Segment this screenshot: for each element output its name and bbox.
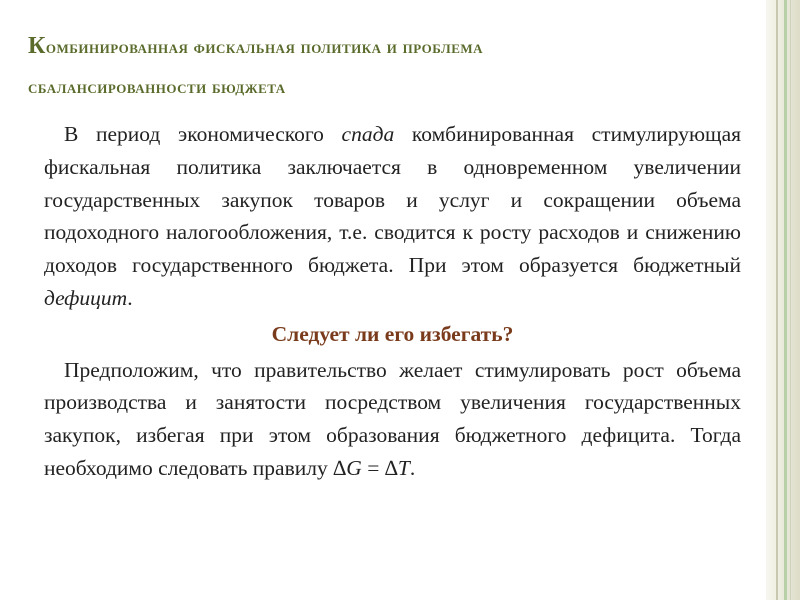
paragraph-2 bbox=[44, 354, 741, 485]
emphasis-spada: спада bbox=[341, 122, 395, 146]
paragraph-1-part-1: В период экономического bbox=[64, 122, 342, 146]
paragraph-2-text: Предположим, что правительство желает стимулировать рост объема производства и занятости посредством увеличения государственных закупок, избегая при этом образования бюджетного дефицита. Тогда необходимо следовать правилу bbox=[44, 357, 741, 480]
side-stripe bbox=[790, 0, 791, 600]
side-stripe bbox=[784, 0, 787, 600]
paragraph-1 bbox=[44, 118, 741, 315]
title-line-2: сбалансированности бюджета bbox=[28, 77, 286, 98]
paragraph-2-end: . bbox=[409, 455, 416, 480]
variable-g: G bbox=[346, 455, 362, 480]
question-heading: Следует ли его избегать? bbox=[271, 321, 514, 346]
paragraph-1-part-2: комбинированная стимулирующая фискальная политика заключается в одновременном увеличении государственных закупок товаров и услуг и сокращении объема подоходного налогообложения, т.е. сводится к росту расходов и снижению доходов государственного бюджета. При этом образуется бюджетный bbox=[44, 122, 741, 278]
paragraph-1-part-3: . bbox=[127, 285, 133, 310]
side-stripe bbox=[776, 0, 778, 600]
delta-symbol-2: ∆ bbox=[384, 455, 398, 480]
decorative-side-bar bbox=[766, 0, 800, 600]
rule-formula bbox=[333, 456, 410, 480]
title-line-1: Комбинированная фискальная политика и проблема bbox=[28, 33, 484, 59]
slide-body bbox=[44, 118, 741, 485]
variable-t: T bbox=[397, 455, 410, 480]
equals-sign: = bbox=[361, 455, 385, 480]
delta-symbol-1: ∆ bbox=[333, 455, 347, 480]
slide-title bbox=[28, 26, 768, 108]
emphasis-deficit: дефицит bbox=[44, 285, 128, 310]
